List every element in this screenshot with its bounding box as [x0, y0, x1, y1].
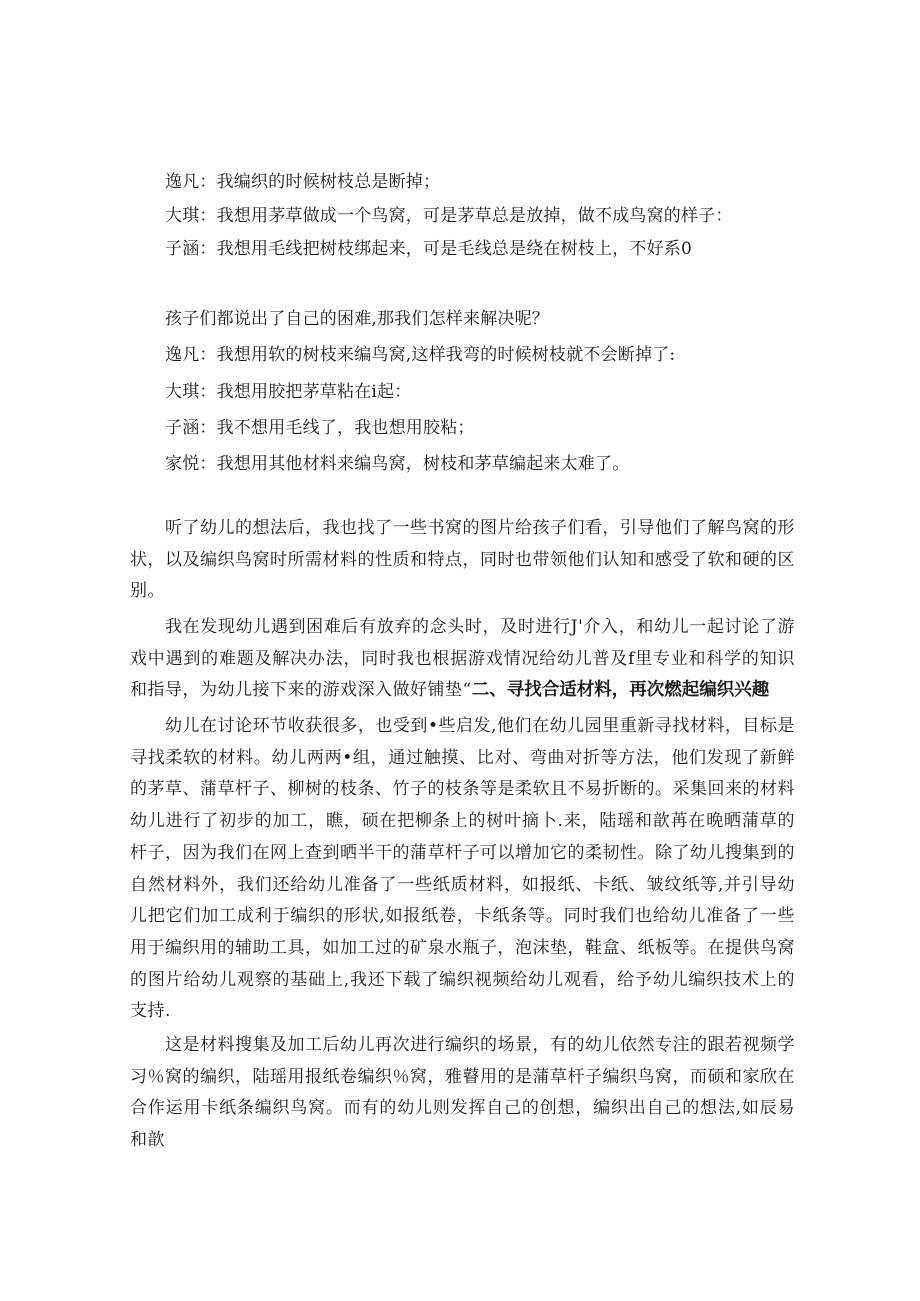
dialogue-line-yifan-1: 逸凡：我编织的时候树枝总是断掉； — [165, 172, 441, 192]
dialogue-line-zihan-1: 子涵：我想用毛线把树枝绑起来，可是毛线总是绕在树枝上，不好系0 — [165, 239, 693, 259]
dialogue-line-jiayue: 家悦：我想用其他材料来编鸟窝，树枝和茅草编起来太难了。 — [165, 454, 630, 474]
question-line: 孩子们都说出了自己的困难,那我们怎样来解决呢？ — [165, 309, 550, 329]
dialogue-line-zihan-2: 子涵：我不想用毛线了，我也想用胶粘； — [165, 418, 475, 438]
paragraph-1: 听了幼儿的想法后，我也找了一些书窝的图片给孩子们看，引导他们了解鸟窝的形状，以及编织鸟窝时所需材料的性质和特点，同时也带领他们认知和感受了软和硬的区别。 — [130, 518, 795, 602]
paragraph-3: 幼儿在讨论环节收获很多，也受到•些启发,他们在幼儿园里重新寻找材料，目标是寻找柔软的材料。幼儿两两•组，通过触摸、比对、弯曲对折等方法，他们发现了新鲜的茅草、蒲草杆子、柳树的枝条、竹子的枝条等是柔软且不易折断的。采集回来的材料幼儿进行了初步的加工，瞧，硕在把柳条上的树叶摘卜.来，陆瑶和歆苒在晩晒蒲草的杆子，因为我们在网上查到晒半干的蒲草杆子可以增加它的柔韧性。除了幼儿搜集到的自然材料外，我们还给幼儿准备了一些纸质材料，如报纸、卡纸、皱纹纸等,并引导幼儿把它们加工成利于编织的形状,如报纸卷，卡纸条等。同时我们也给幼儿准备了一些用于编织用的辅助工具，如加工过的矿泉水瓶子，泡沫垫，鞋盒、纸板等。在提供鸟窝的图片给幼儿观察的基础上,我还下载了编织视频给幼儿观看，给予幼儿编织技术上的支持. — [130, 716, 795, 1022]
paragraph-4: 这是材料搜集及加工后幼儿再次进行编织的场景，有的幼儿依然专注的跟若视频学习％窝的编织，陆瑶用报纸卷编织％窝，雅瞽用的是蒲草杆子编织鸟窝，而硕和家欣在合作运用卡纸条编织鸟窝。而有的幼儿则发挥自己的创想，编织出自己的想法,如辰易和歆 — [130, 1035, 795, 1151]
dialogue-line-daqi-2: 大琪：我想用胶把茅草粘在i起： — [165, 382, 412, 402]
dialogue-line-yifan-2: 逸凡：我想用软的树枝来编鸟窝,这样我弯的时候树枝就不会断掉了: — [165, 345, 676, 365]
paragraph-2-text: 我在发现幼儿遇到困难后有放弃的念头时，及时进行J'介入，和幼儿一起讨论了游戏中遇到的难题及解决办法，同时我也根据游戏情况给幼儿普及f里专业和科学的知识和指导，为幼儿接下来的游戏深入做好铺垫“ — [130, 617, 795, 701]
dialogue-line-daqi-1: 大琪：我想用茅草做成一个鸟窝，可是茅草总是放掉，做不成鸟窝的样子： — [165, 206, 733, 226]
paragraph-2 — [130, 612, 795, 707]
section-heading: 二、寻找合适材料，再次燃起编织兴趣 — [471, 680, 770, 701]
